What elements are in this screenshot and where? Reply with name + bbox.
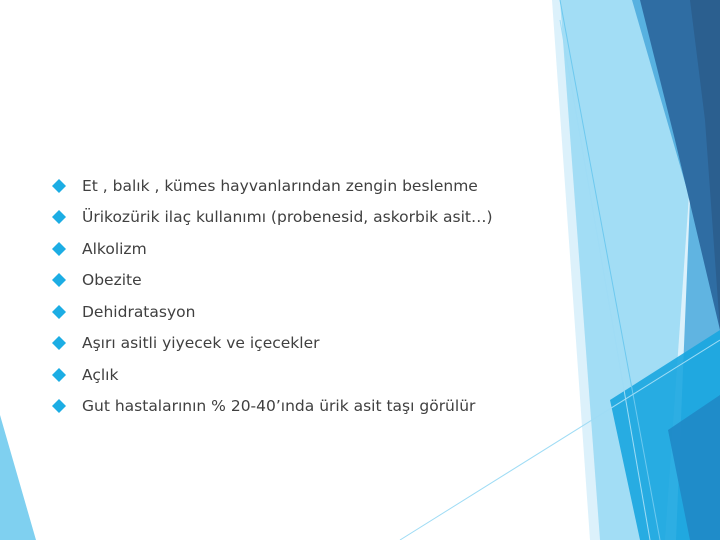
diamond-bullet-icon (52, 399, 66, 413)
bullet-item (52, 359, 632, 391)
bullet-text: Obezite (82, 271, 142, 290)
diamond-bullet-icon (52, 273, 66, 287)
bullet-text: Dehidratasyon (82, 302, 196, 321)
bullet-item (52, 296, 632, 328)
bullet-item (52, 391, 632, 423)
bullet-text: Aşırı asitli yiyecek ve içecekler (82, 334, 320, 353)
diamond-bullet-icon (52, 336, 66, 350)
bullet-item (52, 265, 632, 297)
bullet-text: Alkolizm (82, 239, 147, 258)
left-accent-triangle (0, 415, 36, 540)
bullet-item (52, 170, 632, 202)
bullet-item (52, 328, 632, 360)
diamond-bullet-icon (52, 210, 66, 224)
bullet-text: Gut hastalarının % 20-40’ında ürik asit taşı görülür (82, 397, 476, 416)
diamond-bullet-icon (52, 305, 66, 319)
bullet-text: Ürikozürik ilaç kullanımı (probenesid, askorbik asit…) (82, 208, 493, 227)
diamond-bullet-icon (52, 242, 66, 256)
bullet-text: Et , balık , kümes hayvanlarından zengin beslenme (82, 176, 478, 195)
bullet-list (52, 170, 632, 422)
bullet-text: Açlık (82, 365, 119, 384)
diamond-bullet-icon (52, 179, 66, 193)
bullet-item (52, 233, 632, 265)
bullet-item (52, 202, 632, 234)
diamond-bullet-icon (52, 368, 66, 382)
